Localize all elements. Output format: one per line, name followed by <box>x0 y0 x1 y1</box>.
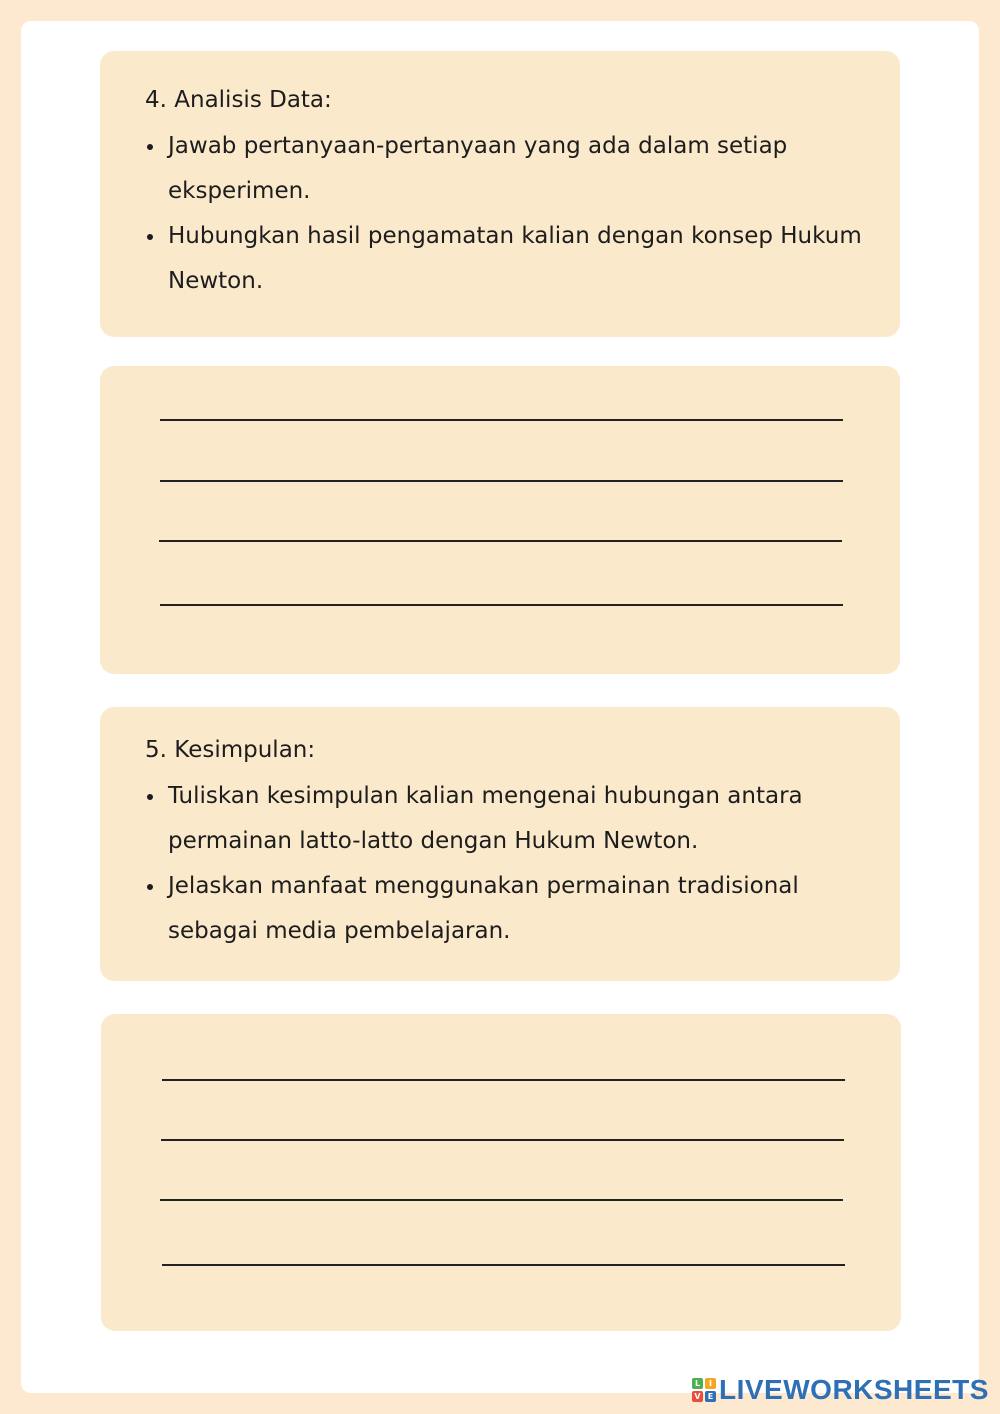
conclusion-answer-box <box>101 1014 901 1331</box>
answer-line[interactable] <box>162 1079 845 1081</box>
analysis-task-list <box>145 124 880 304</box>
conclusion-bullet-1: Tuliskan kesimpulan kalian mengenai hubungan antara permainan latto-latto dengan Hukum Newton. <box>145 774 880 864</box>
liveworksheets-logo-icon <box>692 1378 716 1402</box>
conclusion-task-list <box>145 774 880 954</box>
answer-line[interactable] <box>160 1199 843 1201</box>
analysis-answer-box <box>100 366 900 674</box>
logo-text: LIVEWORKSHEETS <box>719 1374 989 1405</box>
logo-tile-i: I <box>705 1378 716 1389</box>
analysis-task-box <box>100 51 900 337</box>
logo-tile-e: E <box>705 1391 716 1402</box>
analysis-task-title: 4. Analisis Data: <box>145 87 332 113</box>
answer-line[interactable] <box>159 540 842 542</box>
answer-line[interactable] <box>161 1139 844 1141</box>
answer-line[interactable] <box>160 480 843 482</box>
logo-tile-v: V <box>692 1391 703 1402</box>
logo-tile-l: L <box>692 1378 703 1389</box>
conclusion-task-box <box>100 707 900 981</box>
analysis-bullet-2: Hubungkan hasil pengamatan kalian dengan konsep Hukum Newton. <box>145 214 880 304</box>
liveworksheets-logo[interactable] <box>692 1374 989 1406</box>
analysis-bullet-1: Jawab pertanyaan-pertanyaan yang ada dalam setiap eksperimen. <box>145 124 880 214</box>
answer-line[interactable] <box>162 1264 845 1266</box>
conclusion-task-title: 5. Kesimpulan: <box>145 737 316 763</box>
answer-line[interactable] <box>160 604 843 606</box>
conclusion-bullet-2: Jelaskan manfaat menggunakan permainan tradisional sebagai media pembelajaran. <box>145 864 880 954</box>
answer-line[interactable] <box>160 419 843 421</box>
